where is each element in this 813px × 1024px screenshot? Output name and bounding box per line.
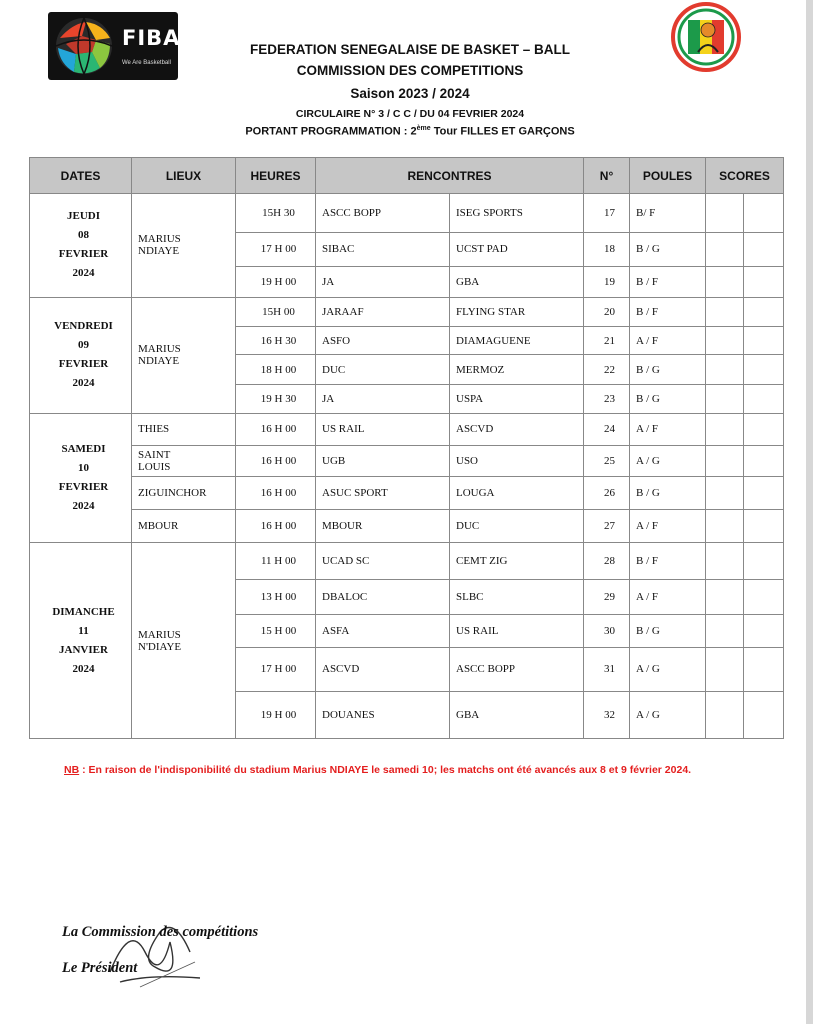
pool-cell: B / G: [630, 232, 706, 267]
score-home-cell: [706, 692, 744, 739]
pool-cell: B / G: [630, 615, 706, 647]
time-cell: 16 H 00: [236, 477, 316, 509]
home-team-cell: ASCVD: [316, 647, 450, 692]
programming-prefix: PORTANT PROGRAMMATION : 2: [245, 125, 417, 138]
score-away-cell: [744, 194, 784, 233]
programming-subtitle: [120, 125, 700, 138]
match-number-cell: 20: [584, 297, 630, 326]
time-cell: 13 H 00: [236, 579, 316, 615]
home-team-cell: US RAIL: [316, 414, 450, 445]
away-team-cell: GBA: [450, 692, 584, 739]
home-team-cell: UGB: [316, 445, 450, 476]
score-away-cell: [744, 647, 784, 692]
text-line: MARIUS: [138, 233, 181, 246]
away-team-cell: FLYING STAR: [450, 297, 584, 326]
text-line: 2024: [72, 500, 95, 513]
venue-cell: [132, 414, 236, 445]
text-line: NDIAYE: [138, 245, 180, 258]
pool-cell: A / F: [630, 326, 706, 354]
time-cell: 16 H 00: [236, 414, 316, 445]
away-team-cell: CEMT ZIG: [450, 543, 584, 580]
score-home-cell: [706, 579, 744, 615]
home-team-cell: JARAAF: [316, 297, 450, 326]
pool-cell: B / G: [630, 384, 706, 413]
col-header-scores: SCORES: [706, 158, 784, 194]
time-cell: 19 H 00: [236, 692, 316, 739]
time-cell: 15H 00: [236, 297, 316, 326]
pool-cell: A / F: [630, 414, 706, 445]
score-away-cell: [744, 267, 784, 297]
time-cell: 15 H 00: [236, 615, 316, 647]
col-header-lieux: LIEUX: [132, 158, 236, 194]
score-home-cell: [706, 647, 744, 692]
venue-cell: [132, 194, 236, 298]
away-team-cell: ASCVD: [450, 414, 584, 445]
text-line: SAINT: [138, 448, 171, 461]
text-line: MARIUS: [138, 343, 181, 356]
page-edge: [806, 0, 813, 1024]
col-header-heures: HEURES: [236, 158, 316, 194]
score-home-cell: [706, 267, 744, 297]
col-header-dates: DATES: [30, 158, 132, 194]
table-header-row: [30, 158, 784, 194]
score-away-cell: [744, 543, 784, 580]
match-row: [30, 414, 784, 445]
venue-cell: [132, 509, 236, 542]
score-away-cell: [744, 355, 784, 384]
match-number-cell: 25: [584, 445, 630, 476]
match-row: [30, 445, 784, 476]
basketball-globe-icon: [52, 16, 116, 76]
time-cell: 18 H 00: [236, 355, 316, 384]
score-home-cell: [706, 194, 744, 233]
home-team-cell: ASFO: [316, 326, 450, 354]
match-number-cell: 26: [584, 477, 630, 509]
text-line: MBOUR: [138, 519, 179, 532]
match-number-cell: 29: [584, 579, 630, 615]
match-number-cell: 28: [584, 543, 630, 580]
date-cell: [30, 297, 132, 414]
time-cell: 16 H 00: [236, 445, 316, 476]
col-header-poules: POULES: [630, 158, 706, 194]
date-cell: [30, 414, 132, 543]
match-row: [30, 477, 784, 509]
signature-president: Le Président: [62, 960, 138, 976]
score-home-cell: [706, 543, 744, 580]
pool-cell: B/ F: [630, 194, 706, 233]
text-line: VENDREDI: [54, 320, 113, 333]
score-home-cell: [706, 232, 744, 267]
home-team-cell: DUC: [316, 355, 450, 384]
date-cell: [30, 543, 132, 739]
pool-cell: A / F: [630, 509, 706, 542]
score-home-cell: [706, 509, 744, 542]
commission-title: COMMISSION DES COMPETITIONS: [296, 63, 524, 78]
away-team-cell: US RAIL: [450, 615, 584, 647]
score-away-cell: [744, 232, 784, 267]
away-team-cell: USO: [450, 445, 584, 476]
match-number-cell: 27: [584, 509, 630, 542]
pool-cell: A / G: [630, 647, 706, 692]
venue-cell: [132, 445, 236, 476]
match-number-cell: 21: [584, 326, 630, 354]
home-team-cell: JA: [316, 267, 450, 297]
pool-cell: A / G: [630, 692, 706, 739]
federation-emblem-icon: [668, 2, 744, 72]
time-cell: 17 H 00: [236, 647, 316, 692]
match-number-cell: 32: [584, 692, 630, 739]
away-team-cell: GBA: [450, 267, 584, 297]
home-team-cell: DBALOC: [316, 579, 450, 615]
venue-cell: [132, 543, 236, 739]
away-team-cell: SLBC: [450, 579, 584, 615]
pool-cell: B / G: [630, 477, 706, 509]
match-row: [30, 543, 784, 580]
home-team-cell: MBOUR: [316, 509, 450, 542]
date-cell: [30, 194, 132, 298]
away-team-cell: ASCC BOPP: [450, 647, 584, 692]
away-team-cell: MERMOZ: [450, 355, 584, 384]
match-number-cell: 31: [584, 647, 630, 692]
col-header-rencontres: RENCONTRES: [316, 158, 584, 194]
time-cell: 15H 30: [236, 194, 316, 233]
season-title: Saison 2023 / 2024: [350, 86, 470, 101]
fiba-tagline: We Are Basketball: [122, 60, 171, 66]
nb-note: [64, 762, 724, 779]
away-team-cell: DUC: [450, 509, 584, 542]
text-line: LOUIS: [138, 460, 171, 473]
match-number-cell: 18: [584, 232, 630, 267]
text-line: DIMANCHE: [52, 605, 115, 618]
match-row: [30, 297, 784, 326]
away-team-cell: LOUGA: [450, 477, 584, 509]
pool-cell: A / F: [630, 579, 706, 615]
time-cell: 16 H 00: [236, 509, 316, 542]
away-team-cell: UCST PAD: [450, 232, 584, 267]
text-line: MARIUS: [138, 628, 181, 641]
text-line: N'DIAYE: [138, 640, 182, 653]
score-away-cell: [744, 477, 784, 509]
home-team-cell: JA: [316, 384, 450, 413]
home-team-cell: ASFA: [316, 615, 450, 647]
text-line: 2024: [72, 377, 95, 390]
signature-commission: La Commission des compétitions: [62, 924, 259, 940]
score-away-cell: [744, 414, 784, 445]
time-cell: 19 H 00: [236, 267, 316, 297]
text-line: 2024: [72, 662, 95, 675]
schedule-table: [29, 157, 784, 739]
score-away-cell: [744, 384, 784, 413]
schedule-body: [30, 194, 784, 739]
home-team-cell: ASCC BOPP: [316, 194, 450, 233]
pool-cell: A / G: [630, 445, 706, 476]
score-home-cell: [706, 297, 744, 326]
nb-label: NB: [64, 764, 80, 776]
match-number-cell: 30: [584, 615, 630, 647]
round-suffix: ème: [416, 125, 431, 132]
home-team-cell: UCAD SC: [316, 543, 450, 580]
text-line: JANVIER: [59, 643, 108, 656]
away-team-cell: ISEG SPORTS: [450, 194, 584, 233]
time-cell: 16 H 30: [236, 326, 316, 354]
score-away-cell: [744, 615, 784, 647]
match-row: [30, 194, 784, 233]
text-line: 08: [78, 229, 89, 242]
match-number-cell: 17: [584, 194, 630, 233]
time-cell: 11 H 00: [236, 543, 316, 580]
text-line: THIES: [138, 423, 170, 436]
match-row: [30, 509, 784, 542]
score-home-cell: [706, 384, 744, 413]
text-line: SAMEDI: [61, 443, 106, 456]
federation-title: FEDERATION SENEGALAISE DE BASKET – BALL: [249, 42, 571, 57]
pool-cell: B / G: [630, 355, 706, 384]
match-number-cell: 24: [584, 414, 630, 445]
score-home-cell: [706, 445, 744, 476]
text-line: FEVRIER: [58, 358, 109, 371]
away-team-cell: DIAMAGUENE: [450, 326, 584, 354]
text-line: 09: [78, 339, 89, 352]
nb-text: : En raison de l'indisponibilité du stadium Marius NDIAYE le samedi 10; les matchs ont été avancés aux 8 et 9 février 2024.: [79, 764, 692, 776]
col-header-num: N°: [584, 158, 630, 194]
text-line: FEVRIER: [58, 248, 109, 261]
home-team-cell: ASUC SPORT: [316, 477, 450, 509]
score-home-cell: [706, 326, 744, 354]
fiba-logo-text: FIBA: [122, 26, 181, 50]
score-away-cell: [744, 692, 784, 739]
score-home-cell: [706, 477, 744, 509]
score-away-cell: [744, 445, 784, 476]
time-cell: 19 H 30: [236, 384, 316, 413]
match-number-cell: 19: [584, 267, 630, 297]
pool-cell: B / F: [630, 543, 706, 580]
text-line: JEUDI: [66, 210, 100, 223]
text-line: 10: [78, 462, 89, 475]
text-line: ZIGUINCHOR: [138, 486, 207, 499]
match-number-cell: 23: [584, 384, 630, 413]
score-home-cell: [706, 615, 744, 647]
score-away-cell: [744, 509, 784, 542]
match-number-cell: 22: [584, 355, 630, 384]
score-home-cell: [706, 355, 744, 384]
text-line: 2024: [72, 267, 95, 280]
text-line: 11: [78, 624, 89, 637]
home-team-cell: DOUANES: [316, 692, 450, 739]
score-home-cell: [706, 414, 744, 445]
programming-suffix: Tour FILLES ET GARÇONS: [430, 125, 575, 138]
score-away-cell: [744, 297, 784, 326]
pool-cell: B / F: [630, 297, 706, 326]
score-away-cell: [744, 326, 784, 354]
text-line: FEVRIER: [58, 481, 109, 494]
circular-reference: CIRCULAIRE N° 3 / C C / DU 04 FEVRIER 2024: [295, 108, 525, 118]
home-team-cell: SIBAC: [316, 232, 450, 267]
time-cell: 17 H 00: [236, 232, 316, 267]
away-team-cell: USPA: [450, 384, 584, 413]
score-away-cell: [744, 579, 784, 615]
pool-cell: B / F: [630, 267, 706, 297]
text-line: NDIAYE: [138, 355, 180, 368]
venue-cell: [132, 297, 236, 414]
venue-cell: [132, 477, 236, 509]
